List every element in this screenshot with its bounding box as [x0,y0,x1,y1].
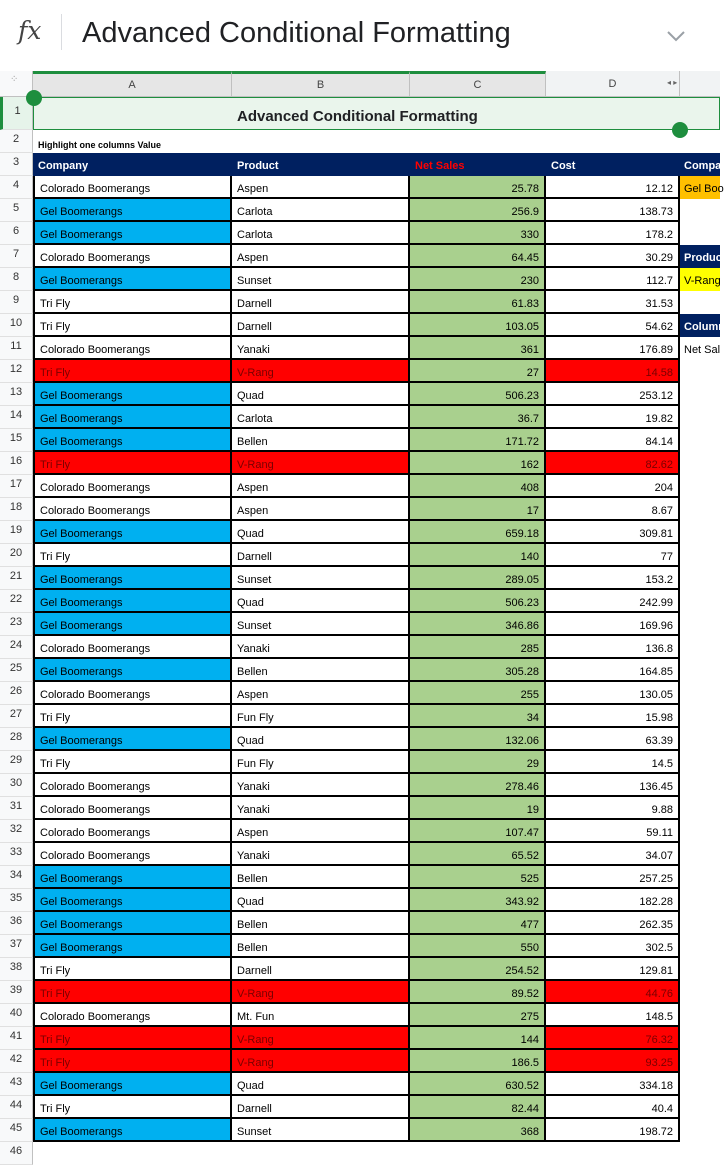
cell-company[interactable]: Gel Boomerangs [33,590,232,613]
table-row [33,751,720,774]
row-header-39[interactable]: 39 [0,981,33,1004]
cell-net-sales[interactable]: 64.45 [410,245,546,268]
cell-cost[interactable]: 262.35 [546,912,680,935]
cell-product[interactable]: Aspen [232,245,410,268]
row-header-22[interactable]: 22 [0,590,33,613]
row-header-5[interactable]: 5 [0,199,33,222]
cell-net-sales[interactable]: 659.18 [410,521,546,544]
cell-cost[interactable]: 138.73 [546,199,680,222]
row-header-15[interactable]: 15 [0,429,33,452]
cell-company[interactable]: Gel Boomerangs [33,567,232,590]
table-row [33,958,720,981]
cell-product[interactable]: Mt. Fun [232,1004,410,1027]
cell-company[interactable]: Gel Boomerangs [33,912,232,935]
row-header-32[interactable]: 32 [0,820,33,843]
table-row [33,199,720,222]
cell-company[interactable]: Tri Fly [33,360,232,383]
cell-cost[interactable]: 8.67 [546,498,680,521]
cell-product[interactable]: Yanaki [232,774,410,797]
cell-net-sales[interactable]: 82.44 [410,1096,546,1119]
cell-company[interactable]: Tri Fly [33,291,232,314]
table-row [33,1119,720,1142]
cell-net-sales[interactable]: 285 [410,636,546,659]
cell-net-sales[interactable]: 19 [410,797,546,820]
cell-net-sales[interactable]: 144 [410,1027,546,1050]
cell-cost[interactable]: 34.07 [546,843,680,866]
table-row [33,1050,720,1073]
cell-net-sales[interactable]: 506.23 [410,590,546,613]
cell-product[interactable]: Aspen [232,682,410,705]
row-header-45[interactable]: 45 [0,1119,33,1142]
cell-company[interactable]: Colorado Boomerangs [33,245,232,268]
cell-cost[interactable]: 31.53 [546,291,680,314]
cell-net-sales[interactable]: 186.5 [410,1050,546,1073]
cell-company[interactable]: Colorado Boomerangs [33,475,232,498]
cell-product[interactable]: Carlota [232,406,410,429]
cell-company[interactable]: Tri Fly [33,958,232,981]
cell-cost[interactable]: 14.58 [546,360,680,383]
table-row [33,636,720,659]
cell-net-sales[interactable]: 278.46 [410,774,546,797]
cell-company[interactable]: Colorado Boomerangs [33,843,232,866]
title-row[interactable] [33,97,720,130]
table-row [33,659,720,682]
cell-company[interactable]: Gel Boomerangs [33,613,232,636]
cell-cost[interactable]: 130.05 [546,682,680,705]
cell-net-sales[interactable]: 132.06 [410,728,546,751]
cell-company[interactable]: Gel Boomerangs [33,889,232,912]
row-header-33[interactable]: 33 [0,843,33,866]
note-row [33,130,720,153]
cell-cost[interactable]: 15.98 [546,705,680,728]
row-header-10[interactable]: 10 [0,314,33,337]
cell-net-sales[interactable]: 255 [410,682,546,705]
row-header-12[interactable]: 12 [0,360,33,383]
cell-company[interactable]: Tri Fly [33,1050,232,1073]
row-header-7[interactable]: 7 [0,245,33,268]
row-header-44[interactable]: 44 [0,1096,33,1119]
cell-net-sales[interactable]: 289.05 [410,567,546,590]
cell-company[interactable]: Gel Boomerangs [33,383,232,406]
sheet-title: Advanced Conditional Formatting [237,108,478,125]
row-header-31[interactable]: 31 [0,797,33,820]
table-row [33,774,720,797]
row-header-23[interactable]: 23 [0,613,33,636]
cell-cost[interactable]: 242.99 [546,590,680,613]
cell-cost[interactable]: 14.5 [546,751,680,774]
cell-net-sales[interactable]: 256.9 [410,199,546,222]
table-row [33,314,725,337]
side-company-header[interactable]: Compan [680,153,720,176]
cell-cost[interactable]: 54.62 [546,314,680,337]
row-header-16[interactable]: 16 [0,452,33,475]
table-row [33,981,720,1004]
cell-cost[interactable]: 198.72 [546,1119,680,1142]
cell-cost[interactable]: 9.88 [546,797,680,820]
cell-net-sales[interactable]: 275 [410,1004,546,1027]
table-row [33,544,720,567]
cell-net-sales[interactable]: 61.83 [410,291,546,314]
cell-company[interactable]: Gel Boomerangs [33,728,232,751]
table-row [33,613,720,636]
table-row [33,475,720,498]
cell-net-sales[interactable]: 162 [410,452,546,475]
cell-net-sales[interactable]: 361 [410,337,546,360]
chevron-down-icon[interactable] [664,24,688,48]
row-header-36[interactable]: 36 [0,912,33,935]
table-row [33,1073,720,1096]
cell-cost[interactable]: 253.12 [546,383,680,406]
row-header-24[interactable]: 24 [0,636,33,659]
cell-product[interactable]: Carlota [232,222,410,245]
side-panel-cell[interactable]: Net Sal [680,337,720,360]
cell-net-sales[interactable]: 103.05 [410,314,546,337]
cell-cost[interactable]: 136.8 [546,636,680,659]
table-row [33,268,720,291]
cell-net-sales[interactable]: 368 [410,1119,546,1142]
cell-product[interactable]: V-Rang [232,360,410,383]
column-header-a[interactable]: A [33,71,232,97]
cell-company[interactable]: Colorado Boomerangs [33,498,232,521]
table-row [33,820,720,843]
cell-cost[interactable]: 136.45 [546,774,680,797]
fx-icon: fx [18,16,42,45]
cell-cost[interactable]: 257.25 [546,866,680,889]
row-header-29[interactable]: 29 [0,751,33,774]
cell-cost[interactable]: 63.39 [546,728,680,751]
cell-net-sales[interactable]: 550 [410,935,546,958]
row-header-27[interactable]: 27 [0,705,33,728]
side-panel-cell[interactable]: Column [680,314,720,337]
cell-company[interactable]: Tri Fly [33,452,232,475]
cell-cost[interactable]: 129.81 [546,958,680,981]
cell-product[interactable]: Quad [232,889,410,912]
cell-net-sales[interactable]: 408 [410,475,546,498]
row-header-6[interactable]: 6 [0,222,33,245]
row-header-1[interactable]: 1 [0,97,33,130]
cell-company[interactable]: Colorado Boomerangs [33,1004,232,1027]
cell-company[interactable]: Tri Fly [33,751,232,774]
cell-product[interactable]: Quad [232,521,410,544]
cell-net-sales[interactable]: 65.52 [410,843,546,866]
table-row [33,912,720,935]
cell-cost[interactable]: 176.89 [546,337,680,360]
cell-product[interactable]: Darnell [232,544,410,567]
header-cost[interactable]: Cost [546,153,680,176]
cell-company[interactable]: Gel Boomerangs [33,429,232,452]
cell-net-sales[interactable]: 506.23 [410,383,546,406]
table-row [33,705,720,728]
cell-company[interactable]: Gel Boomerangs [33,935,232,958]
column-header-e[interactable] [680,71,720,97]
cell-product[interactable]: Aspen [232,176,410,199]
cell-company[interactable]: Tri Fly [33,981,232,1004]
cell-cost[interactable]: 44.76 [546,981,680,1004]
table-row [33,567,720,590]
cell-company[interactable]: Colorado Boomerangs [33,682,232,705]
table-row [33,682,720,705]
cell-product[interactable]: Yanaki [232,843,410,866]
cell-product[interactable]: Quad [232,590,410,613]
cell-product[interactable]: V-Rang [232,1050,410,1073]
cell-net-sales[interactable]: 89.52 [410,981,546,1004]
select-all-icon: ⁘ [10,74,19,85]
row-header-30[interactable]: 30 [0,774,33,797]
cell-cost[interactable]: 309.81 [546,521,680,544]
cell-net-sales[interactable]: 525 [410,866,546,889]
cell-net-sales[interactable]: 171.72 [410,429,546,452]
side-panel-cell[interactable]: Produc [680,245,720,268]
cell-company[interactable]: Gel Boomerangs [33,1119,232,1142]
cell-product[interactable]: V-Rang [232,1027,410,1050]
row-header-11[interactable]: 11 [0,337,33,360]
cell-cost[interactable]: 30.29 [546,245,680,268]
cell-net-sales[interactable]: 477 [410,912,546,935]
table-row [33,383,720,406]
table-row [33,590,720,613]
cell-net-sales[interactable]: 305.28 [410,659,546,682]
cell-company[interactable]: Colorado Boomerangs [33,636,232,659]
row-header-38[interactable]: 38 [0,958,33,981]
cell-company[interactable]: Gel Boomerangs [33,406,232,429]
cell-product[interactable]: Aspen [232,820,410,843]
table-row [33,406,720,429]
cell-cost[interactable]: 12.12 [546,176,680,199]
cell-company[interactable]: Tri Fly [33,544,232,567]
formula-bar-divider [61,14,62,50]
cell-net-sales[interactable]: 254.52 [410,958,546,981]
formula-input[interactable]: Advanced Conditional Formatting [82,17,511,49]
cell-cost[interactable]: 182.28 [546,889,680,912]
cell-product[interactable]: Quad [232,728,410,751]
row-header-20[interactable]: 20 [0,544,33,567]
cell-company[interactable]: Colorado Boomerangs [33,176,232,199]
side-panel-cell[interactable]: Gel Boo [680,176,720,199]
table-row [33,429,720,452]
cell-product[interactable]: Bellen [232,429,410,452]
table-row [33,176,724,199]
note-text: Highlight one columns Value [38,140,162,150]
cell-product[interactable]: Fun Fly [232,705,410,728]
row-header-13[interactable]: 13 [0,383,33,406]
cell-product[interactable]: Bellen [232,866,410,889]
table-row [33,866,720,889]
table-row [33,1096,720,1119]
row-header-35[interactable]: 35 [0,889,33,912]
cell-product[interactable]: Aspen [232,475,410,498]
table-row [33,360,720,383]
row-header-19[interactable]: 19 [0,521,33,544]
table-row [33,728,720,751]
cell-product[interactable]: Quad [232,383,410,406]
cell-net-sales[interactable]: 34 [410,705,546,728]
cell-product[interactable]: Fun Fly [232,751,410,774]
table-row [33,1004,720,1027]
header-row [33,153,728,176]
cell-net-sales[interactable]: 343.92 [410,889,546,912]
row-header-3[interactable]: 3 [0,153,33,176]
table-row [33,843,720,866]
cell-net-sales[interactable]: 630.52 [410,1073,546,1096]
header-product[interactable]: Product [232,153,410,176]
table-row [33,935,720,958]
cell-net-sales[interactable]: 330 [410,222,546,245]
spreadsheet-grid[interactable] [0,71,728,1157]
cell-product[interactable]: Sunset [232,1119,410,1142]
cell-net-sales[interactable]: 17 [410,498,546,521]
cell-cost[interactable]: 93.25 [546,1050,680,1073]
row-header-40[interactable]: 40 [0,1004,33,1027]
cell-company[interactable]: Gel Boomerangs [33,521,232,544]
cell-cost[interactable]: 40.4 [546,1096,680,1119]
table-row [33,291,720,314]
table-row [33,498,720,521]
cell-net-sales[interactable]: 140 [410,544,546,567]
cell-company[interactable]: Colorado Boomerangs [33,797,232,820]
cell-cost[interactable]: 84.14 [546,429,680,452]
cell-company[interactable]: Tri Fly [33,1027,232,1050]
row-header-17[interactable]: 17 [0,475,33,498]
cell-product[interactable]: Darnell [232,1096,410,1119]
row-header-2[interactable]: 2 [0,130,33,153]
row-header-21[interactable]: 21 [0,567,33,590]
row-header-14[interactable]: 14 [0,406,33,429]
cell-cost[interactable]: 19.82 [546,406,680,429]
cell-cost[interactable]: 302.5 [546,935,680,958]
row-header-37[interactable]: 37 [0,935,33,958]
table-row [33,245,720,268]
cell-net-sales[interactable]: 346.86 [410,613,546,636]
table-row [33,889,720,912]
cell-company[interactable]: Colorado Boomerangs [33,774,232,797]
column-header-b[interactable]: B [232,71,410,97]
table-row [33,1027,720,1050]
row-header-46[interactable]: 46 [0,1142,33,1165]
cell-cost[interactable]: 82.62 [546,452,680,475]
column-header-c[interactable]: C [410,71,546,97]
formula-bar [0,0,720,72]
cell-company[interactable]: Tri Fly [33,314,232,337]
cell-product[interactable]: Bellen [232,912,410,935]
selection-handle-top-left[interactable] [26,90,42,106]
cell-net-sales[interactable]: 25.78 [410,176,546,199]
cell-company[interactable]: Tri Fly [33,1096,232,1119]
cell-company[interactable]: Gel Boomerangs [33,659,232,682]
cell-cost[interactable]: 178.2 [546,222,680,245]
cell-product[interactable]: V-Rang [232,981,410,1004]
cell-product[interactable]: V-Rang [232,452,410,475]
scroll-columns-icon[interactable]: ◂ ▸ [667,78,678,87]
row-header-4[interactable]: 4 [0,176,33,199]
row-header-28[interactable]: 28 [0,728,33,751]
cell-product[interactable]: Bellen [232,659,410,682]
table-row [33,337,720,360]
cell-company[interactable]: Gel Boomerangs [33,268,232,291]
cell-cost[interactable]: 334.18 [546,1073,680,1096]
cell-company[interactable]: Colorado Boomerangs [33,820,232,843]
cell-product[interactable]: Darnell [232,314,410,337]
cell-cost[interactable]: 77 [546,544,680,567]
cell-net-sales[interactable]: 29 [410,751,546,774]
cell-net-sales[interactable]: 230 [410,268,546,291]
table-row [33,452,720,475]
cell-cost[interactable]: 169.96 [546,613,680,636]
cell-product[interactable]: Sunset [232,268,410,291]
row-header-18[interactable]: 18 [0,498,33,521]
header-net-sales[interactable]: Net Sales [410,153,546,176]
row-header-43[interactable]: 43 [0,1073,33,1096]
row-header-41[interactable]: 41 [0,1027,33,1050]
cell-cost[interactable]: 76.32 [546,1027,680,1050]
cell-product[interactable]: Yanaki [232,337,410,360]
cell-product[interactable]: Yanaki [232,636,410,659]
cell-net-sales[interactable]: 107.47 [410,820,546,843]
table-row [33,222,720,245]
row-header-42[interactable]: 42 [0,1050,33,1073]
side-panel-cell[interactable]: V-Rang [680,268,720,291]
cell-cost[interactable]: 59.11 [546,820,680,843]
cell-cost[interactable]: 153.2 [546,567,680,590]
cell-product[interactable]: Darnell [232,958,410,981]
cell-cost[interactable]: 204 [546,475,680,498]
cell-product[interactable]: Aspen [232,498,410,521]
table-row [33,797,720,820]
cell-cost[interactable]: 148.5 [546,1004,680,1027]
cell-product[interactable]: Bellen [232,935,410,958]
cell-company[interactable]: Gel Boomerangs [33,199,232,222]
cell-company[interactable]: Colorado Boomerangs [33,337,232,360]
cell-company[interactable]: Gel Boomerangs [33,866,232,889]
cell-cost[interactable]: 112.7 [546,268,680,291]
row-header-8[interactable]: 8 [0,268,33,291]
row-header-25[interactable]: 25 [0,659,33,682]
cell-product[interactable]: Yanaki [232,797,410,820]
cell-product[interactable]: Sunset [232,567,410,590]
cell-cost[interactable]: 164.85 [546,659,680,682]
cell-net-sales[interactable]: 36.7 [410,406,546,429]
table-row [33,521,720,544]
cell-company[interactable]: Gel Boomerangs [33,1073,232,1096]
cell-company[interactable]: Tri Fly [33,705,232,728]
cell-product[interactable]: Quad [232,1073,410,1096]
row-header-34[interactable]: 34 [0,866,33,889]
header-company[interactable]: Company [33,153,232,176]
row-header-26[interactable]: 26 [0,682,33,705]
cell-product[interactable]: Carlota [232,199,410,222]
cell-product[interactable]: Sunset [232,613,410,636]
cell-net-sales[interactable]: 27 [410,360,546,383]
cell-company[interactable]: Gel Boomerangs [33,222,232,245]
row-header-9[interactable]: 9 [0,291,33,314]
cell-product[interactable]: Darnell [232,291,410,314]
column-header-d[interactable]: D [546,71,680,97]
